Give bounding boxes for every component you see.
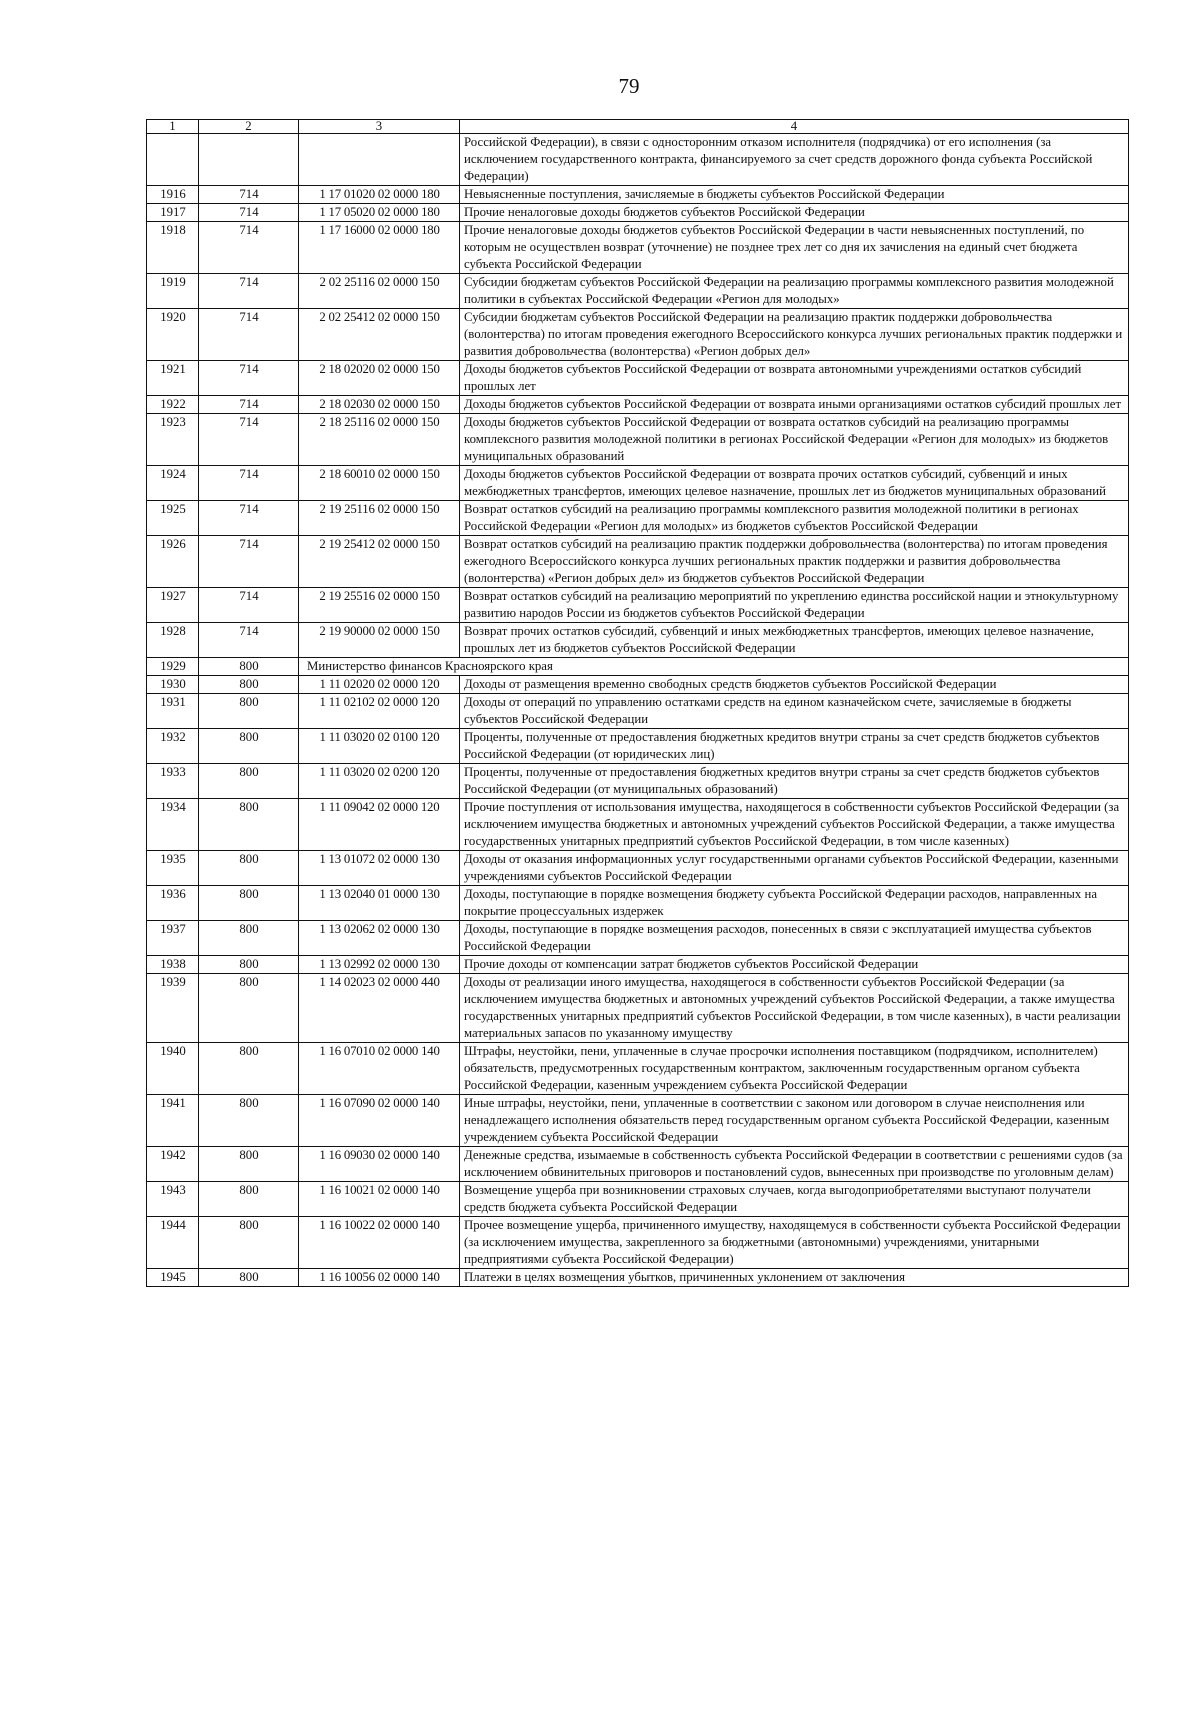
- row-number: 1930: [147, 676, 199, 694]
- budget-classification-code: [299, 134, 460, 186]
- table-row: [147, 729, 1129, 764]
- admin-code: 714: [199, 414, 299, 466]
- admin-code: 800: [199, 1182, 299, 1217]
- income-description: Возврат остатков субсидий на реализацию программы комплексного развития молодежной политики в регионах Российской Федерации «Регион для молодых» из бюджетов субъектов Российской Федерации: [460, 501, 1129, 536]
- admin-code: 714: [199, 588, 299, 623]
- table-row: [147, 1043, 1129, 1095]
- table-row: [147, 204, 1129, 222]
- income-description: Платежи в целях возмещения убытков, причиненных уклонением от заключения: [460, 1269, 1129, 1287]
- page-number: 79: [618, 74, 640, 98]
- budget-classification-code: 1 16 07010 02 0000 140: [299, 1043, 460, 1095]
- table-row: [147, 974, 1129, 1043]
- admin-code: 800: [199, 1147, 299, 1182]
- table-row: [147, 956, 1129, 974]
- row-number: 1929: [147, 658, 199, 676]
- admin-code: 800: [199, 1217, 299, 1269]
- row-number: 1922: [147, 396, 199, 414]
- admin-code: 714: [199, 466, 299, 501]
- table-row: [147, 658, 1129, 676]
- income-description: Доходы от операций по управлению остатками средств на едином казначейском счете, зачисляемые в бюджеты субъектов Российской Федерации: [460, 694, 1129, 729]
- income-description: Российской Федерации), в связи с односторонним отказом исполнителя (подрядчика) от его исполнения (за исключением государственного контракта, финансируемого за счет средств дорожного фонда субъекта Российской Федерации): [460, 134, 1129, 186]
- table-row: [147, 414, 1129, 466]
- revenue-codes-table: [146, 119, 1129, 1287]
- income-description: Доходы от оказания информационных услуг государственными органами субъектов Российской Федерации, казенными учреждениями субъектов Российской Федерации: [460, 851, 1129, 886]
- admin-code: 800: [199, 729, 299, 764]
- income-description: Невыясненные поступления, зачисляемые в бюджеты субъектов Российской Федерации: [460, 186, 1129, 204]
- row-number: 1944: [147, 1217, 199, 1269]
- table-row: [147, 851, 1129, 886]
- table-row: [147, 361, 1129, 396]
- table-row: [147, 1269, 1129, 1287]
- table-row: [147, 694, 1129, 729]
- admin-code: 714: [199, 536, 299, 588]
- budget-classification-code: 1 11 02020 02 0000 120: [299, 676, 460, 694]
- budget-classification-code: 2 18 25116 02 0000 150: [299, 414, 460, 466]
- row-number: [147, 134, 199, 186]
- budget-classification-code: 1 13 01072 02 0000 130: [299, 851, 460, 886]
- income-description: Доходы бюджетов субъектов Российской Федерации от возврата иными организациями остатков субсидий прошлых лет: [460, 396, 1129, 414]
- admin-code: 800: [199, 886, 299, 921]
- row-number: 1940: [147, 1043, 199, 1095]
- row-number: 1942: [147, 1147, 199, 1182]
- admin-code: 800: [199, 658, 299, 676]
- table-row: [147, 1217, 1129, 1269]
- budget-classification-code: 2 19 90000 02 0000 150: [299, 623, 460, 658]
- row-number: 1936: [147, 886, 199, 921]
- income-description: Доходы от размещения временно свободных средств бюджетов субъектов Российской Федерации: [460, 676, 1129, 694]
- table-row: [147, 764, 1129, 799]
- budget-classification-code: 1 11 02102 02 0000 120: [299, 694, 460, 729]
- budget-classification-code: 1 17 01020 02 0000 180: [299, 186, 460, 204]
- income-description: Иные штрафы, неустойки, пени, уплаченные в соответствии с законом или договором в случае неисполнения или ненадлежащего исполнения обязательств перед государственным органом субъекта Российской Федерации, казенным учреждением субъекта Российской Федерации: [460, 1095, 1129, 1147]
- budget-classification-code: 1 11 03020 02 0100 120: [299, 729, 460, 764]
- income-description: Штрафы, неустойки, пени, уплаченные в случае просрочки исполнения поставщиком (подрядчиком, исполнителем) обязательств, предусмотренных государственным контрактом, заключенным государственным органом субъекта Российской Федерации, казенным учреждением субъекта Российской Федерации: [460, 1043, 1129, 1095]
- income-description: Возврат остатков субсидий на реализацию мероприятий по укреплению единства российской нации и этнокультурному развитию народов России из бюджетов субъектов Российской Федерации: [460, 588, 1129, 623]
- row-number: 1926: [147, 536, 199, 588]
- budget-classification-code: 1 13 02992 02 0000 130: [299, 956, 460, 974]
- budget-classification-code: 2 18 02020 02 0000 150: [299, 361, 460, 396]
- income-description: Прочие неналоговые доходы бюджетов субъектов Российской Федерации: [460, 204, 1129, 222]
- table-row: [147, 134, 1129, 186]
- row-number: 1928: [147, 623, 199, 658]
- income-description: Доходы бюджетов субъектов Российской Федерации от возврата прочих остатков субсидий, субвенций и иных межбюджетных трансфертов, имеющих целевое назначение, прошлых лет из бюджетов муниципальных образований: [460, 466, 1129, 501]
- row-number: 1937: [147, 921, 199, 956]
- income-description: Доходы бюджетов субъектов Российской Федерации от возврата остатков субсидий на реализацию программы комплексного развития молодежной политики в регионах Российской Федерации «Регион для молодых» из бюджетов муниципальных образований: [460, 414, 1129, 466]
- table-row: [147, 799, 1129, 851]
- row-number: 1935: [147, 851, 199, 886]
- budget-classification-code: 2 19 25116 02 0000 150: [299, 501, 460, 536]
- row-number: 1925: [147, 501, 199, 536]
- income-description: Прочее возмещение ущерба, причиненного имуществу, находящемуся в собственности субъекта Российской Федерации (за исключением имущества, закрепленного за бюджетными (автономными) учреждениями, унитарными предприятиями субъекта Российской Федерации): [460, 1217, 1129, 1269]
- row-number: 1933: [147, 764, 199, 799]
- row-number: 1938: [147, 956, 199, 974]
- admin-code: 800: [199, 799, 299, 851]
- admin-code: 800: [199, 956, 299, 974]
- table-row: [147, 1182, 1129, 1217]
- row-number: 1920: [147, 309, 199, 361]
- admin-code: 800: [199, 764, 299, 799]
- admin-code: 714: [199, 274, 299, 309]
- budget-classification-code: 1 16 09030 02 0000 140: [299, 1147, 460, 1182]
- admin-code: 800: [199, 851, 299, 886]
- admin-code: 714: [199, 501, 299, 536]
- row-number: 1931: [147, 694, 199, 729]
- budget-classification-code: 2 19 25516 02 0000 150: [299, 588, 460, 623]
- income-description: Проценты, полученные от предоставления бюджетных кредитов внутри страны за счет средств бюджетов субъектов Российской Федерации (от юридических лиц): [460, 729, 1129, 764]
- budget-classification-code: 2 19 25412 02 0000 150: [299, 536, 460, 588]
- income-description: Возмещение ущерба при возникновении страховых случаев, когда выгодоприобретателями выступают получатели средств бюджета субъекта Российской Федерации: [460, 1182, 1129, 1217]
- budget-classification-code: 1 16 10021 02 0000 140: [299, 1182, 460, 1217]
- admin-code: 800: [199, 1043, 299, 1095]
- table-row: [147, 623, 1129, 658]
- admin-code: 714: [199, 309, 299, 361]
- admin-code: 800: [199, 1269, 299, 1287]
- income-description: Субсидии бюджетам субъектов Российской Федерации на реализацию практик поддержки добровольчества (волонтерства) по итогам проведения ежегодного Всероссийского конкурса лучших региональных практик поддержки и развития добровольчества (волонтерства) «Регион добрых дел»: [460, 309, 1129, 361]
- row-number: 1932: [147, 729, 199, 764]
- row-number: 1918: [147, 222, 199, 274]
- budget-classification-code: 1 16 10022 02 0000 140: [299, 1217, 460, 1269]
- income-description: Прочие неналоговые доходы бюджетов субъектов Российской Федерации в части невыясненных поступлений, по которым не осуществлен возврат (уточнение) не позднее трех лет со дня их зачисления на единый счет бюджета субъекта Российской Федерации: [460, 222, 1129, 274]
- income-description: Доходы от реализации иного имущества, находящегося в собственности субъектов Российской Федерации (за исключением имущества бюджетных и автономных учреждений субъектов Российской Федерации, а также имущества государственных унитарных предприятий субъектов Российской Федерации, в том числе казенных), в части реализации материальных запасов по указанному имуществу: [460, 974, 1129, 1043]
- header-col-2: 2: [199, 120, 299, 134]
- budget-classification-code: 1 11 03020 02 0200 120: [299, 764, 460, 799]
- income-description: Проценты, полученные от предоставления бюджетных кредитов внутри страны за счет средств бюджетов субъектов Российской Федерации (от муниципальных образований): [460, 764, 1129, 799]
- row-number: 1924: [147, 466, 199, 501]
- income-description: Прочие доходы от компенсации затрат бюджетов субъектов Российской Федерации: [460, 956, 1129, 974]
- row-number: 1945: [147, 1269, 199, 1287]
- table-header-row: [147, 120, 1129, 134]
- admin-code: 800: [199, 1095, 299, 1147]
- table-row: [147, 536, 1129, 588]
- budget-classification-code: 2 02 25116 02 0000 150: [299, 274, 460, 309]
- income-description: Денежные средства, изымаемые в собственность субъекта Российской Федерации в соответствии с решениями судов (за исключением обвинительных приговоров и постановлений судов, вынесенных при производстве по уголовным делам): [460, 1147, 1129, 1182]
- table-row: [147, 588, 1129, 623]
- header-col-4: 4: [460, 120, 1129, 134]
- table-row: [147, 1095, 1129, 1147]
- row-number: 1919: [147, 274, 199, 309]
- admin-code: 714: [199, 361, 299, 396]
- budget-classification-code: 1 17 16000 02 0000 180: [299, 222, 460, 274]
- admin-code: 800: [199, 921, 299, 956]
- budget-classification-code: 1 17 05020 02 0000 180: [299, 204, 460, 222]
- row-number: 1916: [147, 186, 199, 204]
- admin-code: 800: [199, 676, 299, 694]
- income-description: Субсидии бюджетам субъектов Российской Федерации на реализацию программы комплексного развития молодежной политики в субъектах Российской Федерации «Регион для молодых»: [460, 274, 1129, 309]
- admin-code: 714: [199, 396, 299, 414]
- row-number: 1927: [147, 588, 199, 623]
- admin-code: 800: [199, 694, 299, 729]
- income-description: Доходы, поступающие в порядке возмещения бюджету субъекта Российской Федерации расходов, направленных на покрытие процессуальных издержек: [460, 886, 1129, 921]
- administrator-name: Министерство финансов Красноярского края: [299, 658, 1129, 676]
- row-number: 1941: [147, 1095, 199, 1147]
- table-row: [147, 921, 1129, 956]
- admin-code: 714: [199, 623, 299, 658]
- income-description: Доходы бюджетов субъектов Российской Федерации от возврата автономными учреждениями остатков субсидий прошлых лет: [460, 361, 1129, 396]
- income-description: Возврат остатков субсидий на реализацию практик поддержки добровольчества (волонтерства) по итогам проведения ежегодного Всероссийского конкурса лучших региональных практик поддержки и развития добровольчества (волонтерства) «Регион добрых дел» из бюджетов субъектов Российской Федерации: [460, 536, 1129, 588]
- row-number: 1934: [147, 799, 199, 851]
- header-col-1: 1: [147, 120, 199, 134]
- admin-code: 800: [199, 974, 299, 1043]
- budget-classification-code: 1 13 02062 02 0000 130: [299, 921, 460, 956]
- table-row: [147, 186, 1129, 204]
- income-description: Доходы, поступающие в порядке возмещения расходов, понесенных в связи с эксплуатацией имущества субъектов Российской Федерации: [460, 921, 1129, 956]
- table-row: [147, 676, 1129, 694]
- row-number: 1917: [147, 204, 199, 222]
- table-row: [147, 886, 1129, 921]
- budget-classification-code: 2 18 02030 02 0000 150: [299, 396, 460, 414]
- row-number: 1939: [147, 974, 199, 1043]
- table-body: [147, 134, 1129, 1287]
- admin-code: 714: [199, 204, 299, 222]
- admin-code: 714: [199, 186, 299, 204]
- income-description: Прочие поступления от использования имущества, находящегося в собственности субъектов Российской Федерации (за исключением имущества бюджетных и автономных учреждений субъектов Российской Федерации, а также имущества государственных унитарных предприятий субъектов Российской Федерации, в том числе казенных): [460, 799, 1129, 851]
- row-number: 1921: [147, 361, 199, 396]
- income-description: Возврат прочих остатков субсидий, субвенций и иных межбюджетных трансфертов, имеющих целевое назначение, прошлых лет из бюджетов субъектов Российской Федерации: [460, 623, 1129, 658]
- row-number: 1943: [147, 1182, 199, 1217]
- budget-classification-code: 2 02 25412 02 0000 150: [299, 309, 460, 361]
- budget-classification-code: 1 13 02040 01 0000 130: [299, 886, 460, 921]
- table-row: [147, 466, 1129, 501]
- table-row: [147, 396, 1129, 414]
- budget-classification-code: 1 16 07090 02 0000 140: [299, 1095, 460, 1147]
- table-row: [147, 309, 1129, 361]
- admin-code: [199, 134, 299, 186]
- table-row: [147, 274, 1129, 309]
- budget-classification-code: 2 18 60010 02 0000 150: [299, 466, 460, 501]
- row-number: 1923: [147, 414, 199, 466]
- table-row: [147, 501, 1129, 536]
- table-row: [147, 222, 1129, 274]
- header-col-3: 3: [299, 120, 460, 134]
- admin-code: 714: [199, 222, 299, 274]
- budget-classification-code: 1 11 09042 02 0000 120: [299, 799, 460, 851]
- table-row: [147, 1147, 1129, 1182]
- budget-classification-code: 1 14 02023 02 0000 440: [299, 974, 460, 1043]
- budget-classification-code: 1 16 10056 02 0000 140: [299, 1269, 460, 1287]
